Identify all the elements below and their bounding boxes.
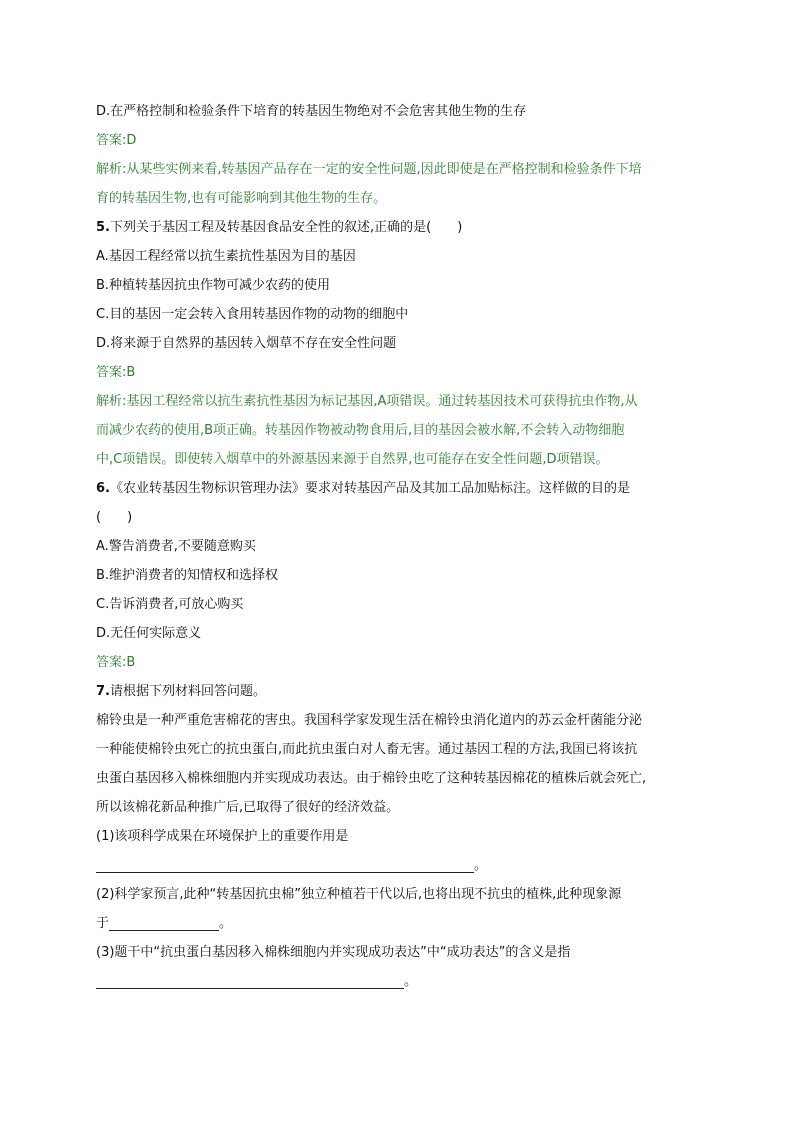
q7-material-line-3: 虫蛋白基因移入棉株细胞内并实现成功表达。由于棉铃虫吃了这种转基因棉花的植株后就会死亡, — [96, 771, 647, 786]
q7-sub3-blank[interactable] — [96, 972, 404, 989]
q5-option-c: C.目的基因一定会转入食用转基因作物的动物的细胞中 — [96, 307, 409, 322]
q7-sub1-blank[interactable] — [96, 856, 474, 873]
q7-sub3-answer-line — [96, 967, 700, 996]
q7-material-line-2: 一种能使棉铃虫死亡的抗虫蛋白,而此抗虫蛋白对人畜无害。通过基因工程的方法,我国已将该抗 — [96, 742, 638, 757]
q6-stem-text: 《农业转基因生物标识管理办法》要求对转基因产品及其加工品加贴标注。这样做的目的是 — [109, 481, 630, 496]
q4-analysis-line-1: 解析:从某些实例来看,转基因产品存在一定的安全性问题,因此即使是在严格控制和检验条件下培 — [96, 162, 642, 177]
q5-option-d: D.将来源于自然界的基因转入烟草不存在安全性问题 — [96, 336, 397, 351]
q7-number: 7. — [96, 684, 110, 699]
q6-bracket: ( ) — [96, 510, 133, 525]
q7-sub1-period: 。 — [474, 858, 488, 873]
q4-option-d: D.在严格控制和检验条件下培育的转基因生物绝对不会危害其他生物的生存 — [96, 104, 527, 119]
q7-sub3: (3)题干中“抗虫蛋白基因移入棉株细胞内并实现成功表达”中“成功表达”的含义是指 — [96, 945, 571, 960]
q5-stem — [96, 213, 700, 242]
q7-sub2-blank[interactable] — [109, 914, 219, 931]
q5-number: 5. — [96, 220, 110, 235]
q7-sub2-prefix: 于 — [96, 916, 110, 931]
q6-option-d: D.无任何实际意义 — [96, 626, 202, 641]
q7-sub1-answer-line — [96, 851, 700, 880]
q6-stem — [96, 474, 700, 503]
q5-option-a: A.基因工程经常以抗生素抗性基因为目的基因 — [96, 249, 356, 264]
q7-material-line-1: 棉铃虫是一种严重危害棉花的害虫。我国科学家发现生活在棉铃虫消化道内的苏云金杆菌能分泌 — [96, 713, 643, 728]
q5-stem-text: 下列关于基因工程及转基因食品安全性的叙述,正确的是( ) — [109, 220, 463, 235]
q7-sub3-period: 。 — [404, 974, 418, 989]
q6-option-c: C.告诉消费者,可放心购买 — [96, 597, 244, 612]
q5-option-b: B.种植转基因抗虫作物可减少农药的使用 — [96, 278, 331, 293]
q4-analysis-line-2: 育的转基因生物,也有可能影响到其他生物的生存。 — [96, 191, 387, 206]
q6-answer: 答案:B — [96, 655, 136, 670]
q7-material-line-4: 所以该棉花新品种推广后,已取得了很好的经济效益。 — [96, 800, 400, 815]
q6-option-b: B.维护消费者的知情权和选择权 — [96, 568, 279, 583]
q7-sub1: (1)该项科学成果在环境保护上的重要作用是 — [96, 829, 349, 844]
q5-analysis-line-1: 解析:基因工程经常以抗生素抗性基因为标记基因,A项错误。通过转基因技术可获得抗虫作物,从 — [96, 394, 638, 409]
q5-analysis-line-3: 中,C项错误。即使转入烟草中的外源基因来源于自然界,也可能存在安全性问题,D项错误。 — [96, 452, 609, 467]
q7-sub2: (2)科学家预言,此种“转基因抗虫棉”独立种植若干代以后,也将出现不抗虫的植株,此种现象源 — [96, 887, 622, 902]
q7-sub2-answer-line — [96, 909, 700, 938]
q7-stem — [96, 677, 700, 706]
q7-sub2-period: 。 — [219, 916, 233, 931]
q6-number: 6. — [96, 481, 110, 496]
q5-answer: 答案:B — [96, 365, 136, 380]
document-page — [96, 97, 700, 996]
q5-analysis-line-2: 而减少农药的使用,B项正确。转基因作物被动物食用后,目的基因会被水解,不会转入动物细胞 — [96, 423, 625, 438]
q7-stem-text: 请根据下列材料回答问题。 — [109, 684, 266, 699]
q6-option-a: A.警告消费者,不要随意购买 — [96, 539, 256, 554]
q4-answer: 答案:D — [96, 133, 137, 148]
